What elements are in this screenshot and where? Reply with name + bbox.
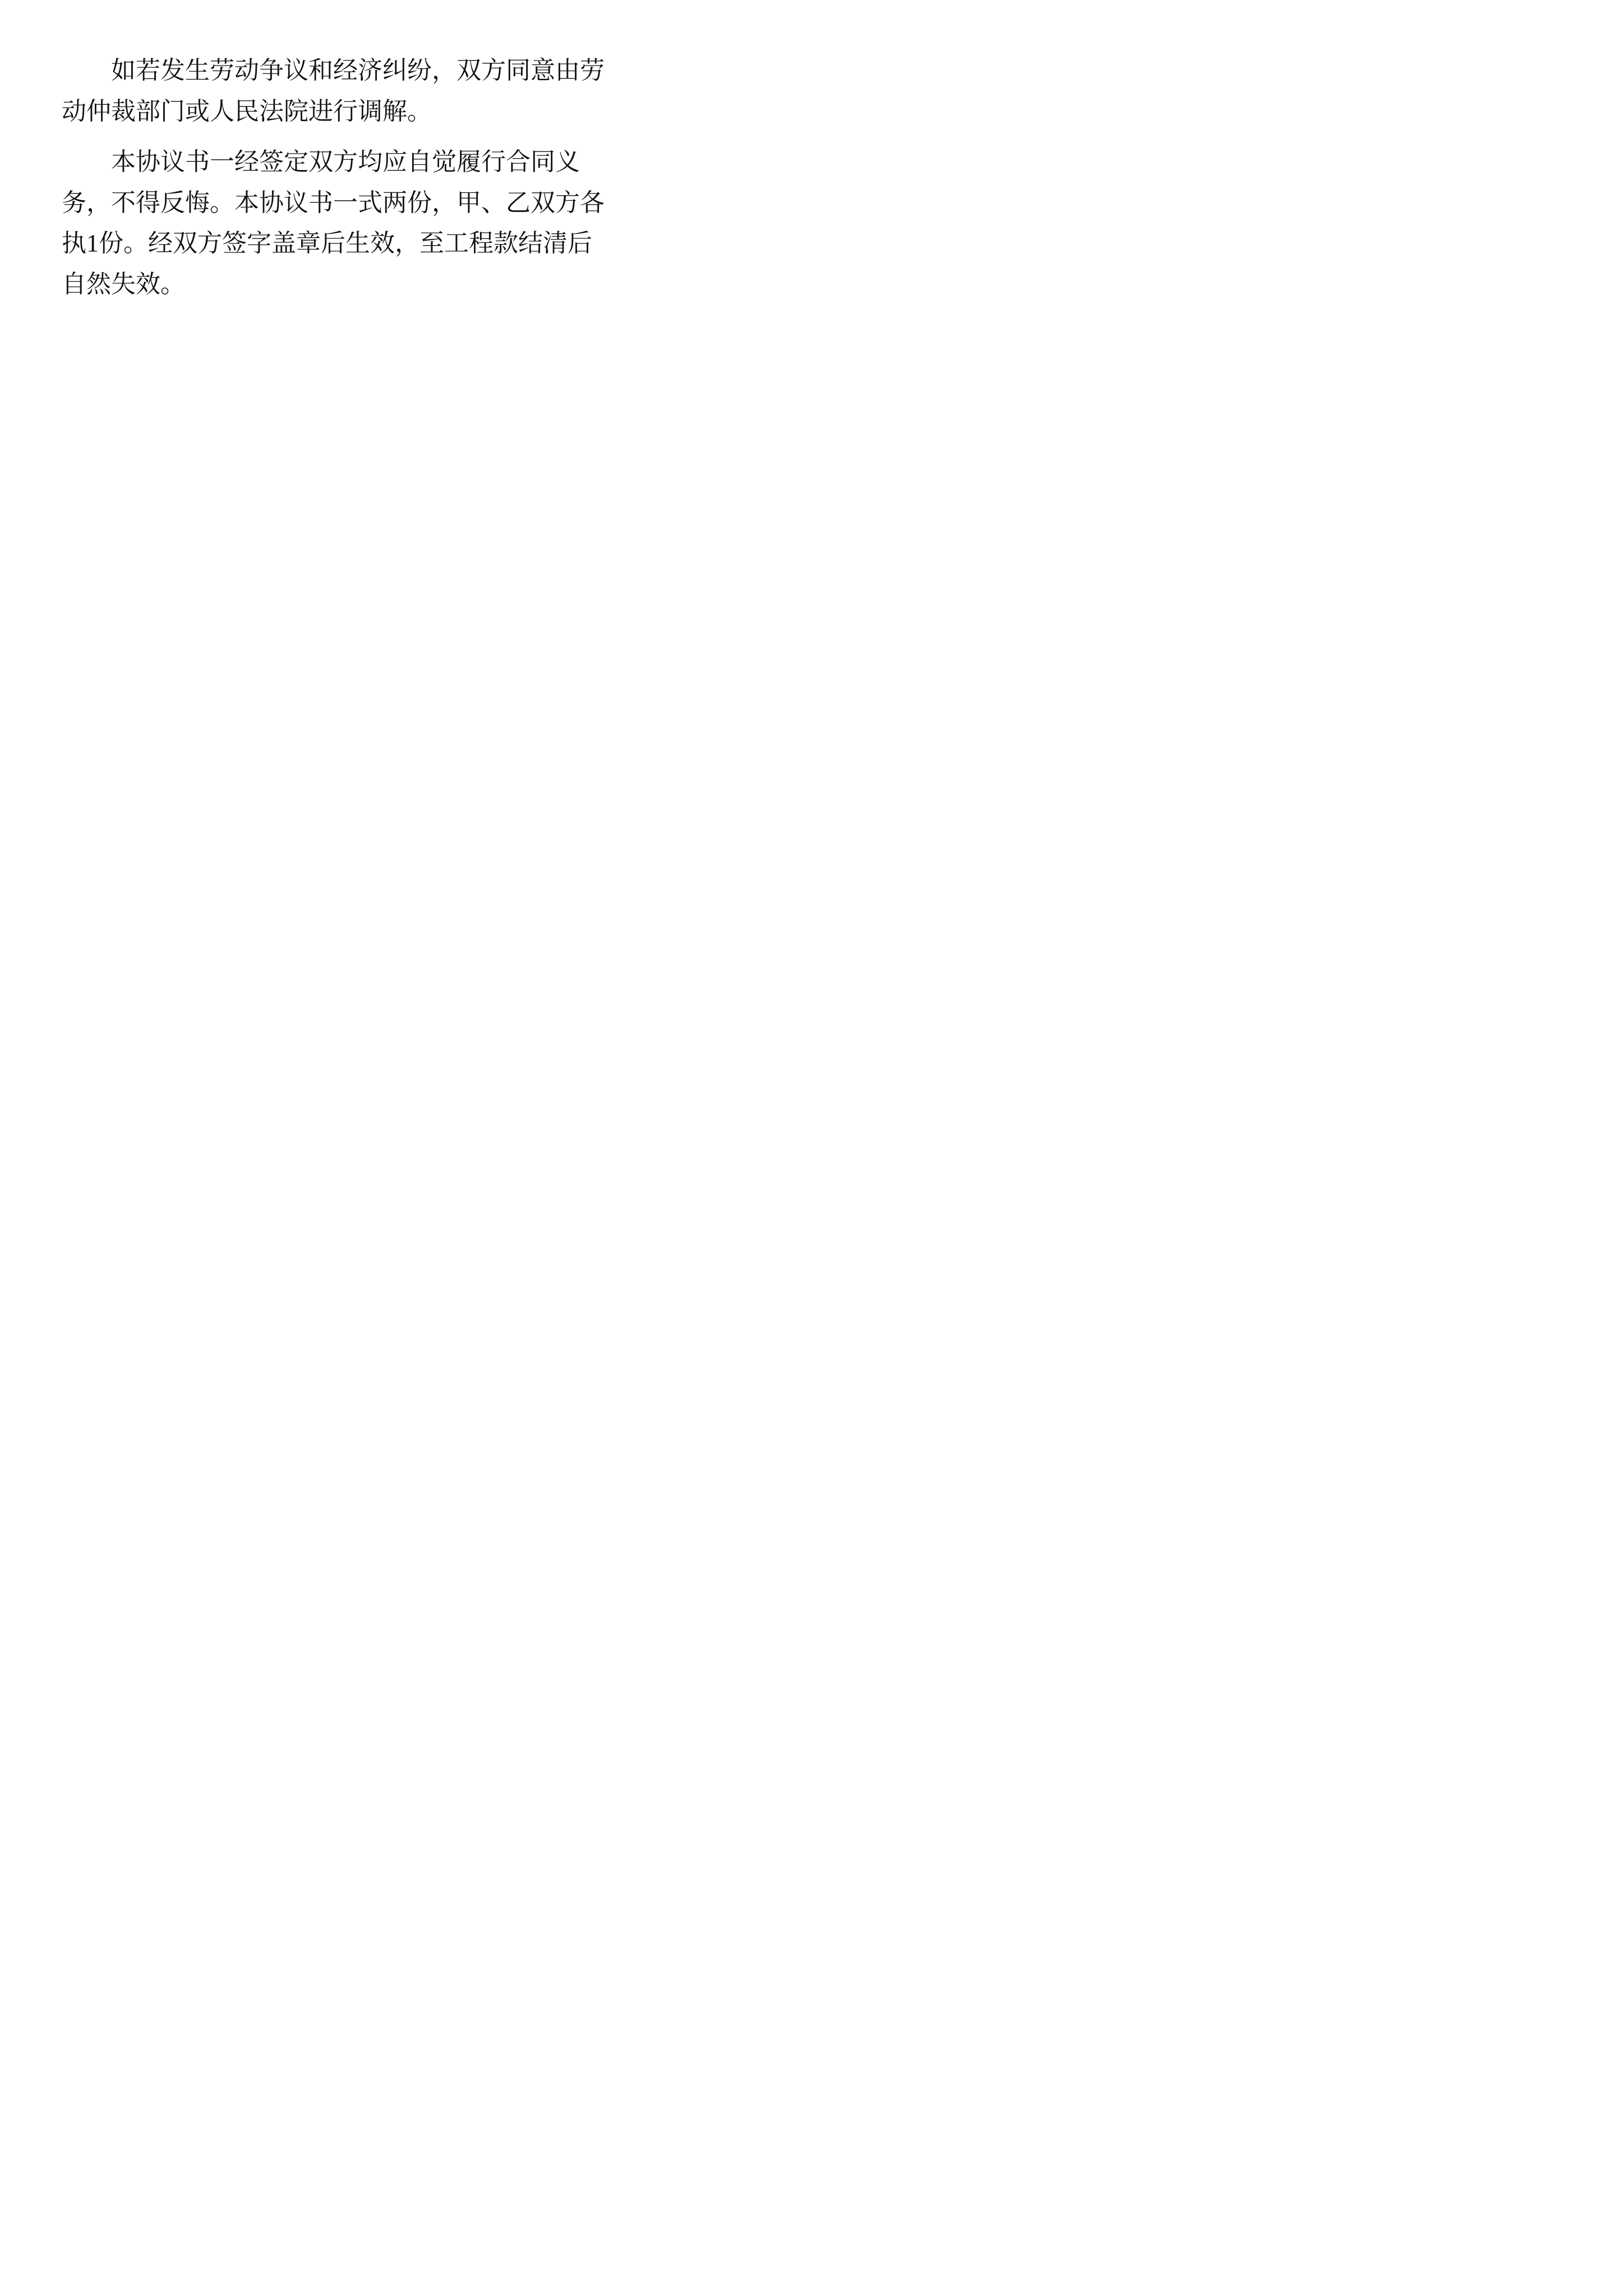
paragraph-1: 如若发生劳动争议和经济纠纷，双方同意由劳动仲裁部门或人民法院进行调解。 xyxy=(62,57,605,125)
document-page xyxy=(0,0,673,366)
paragraph-2: 本协议书一经签定双方均应自觉履行合同义务，不得反悔。本协议书一式两份，甲、乙双方各执1份。经双方签字盖章后生效，至工程款结清后自然失效。 xyxy=(62,148,605,298)
